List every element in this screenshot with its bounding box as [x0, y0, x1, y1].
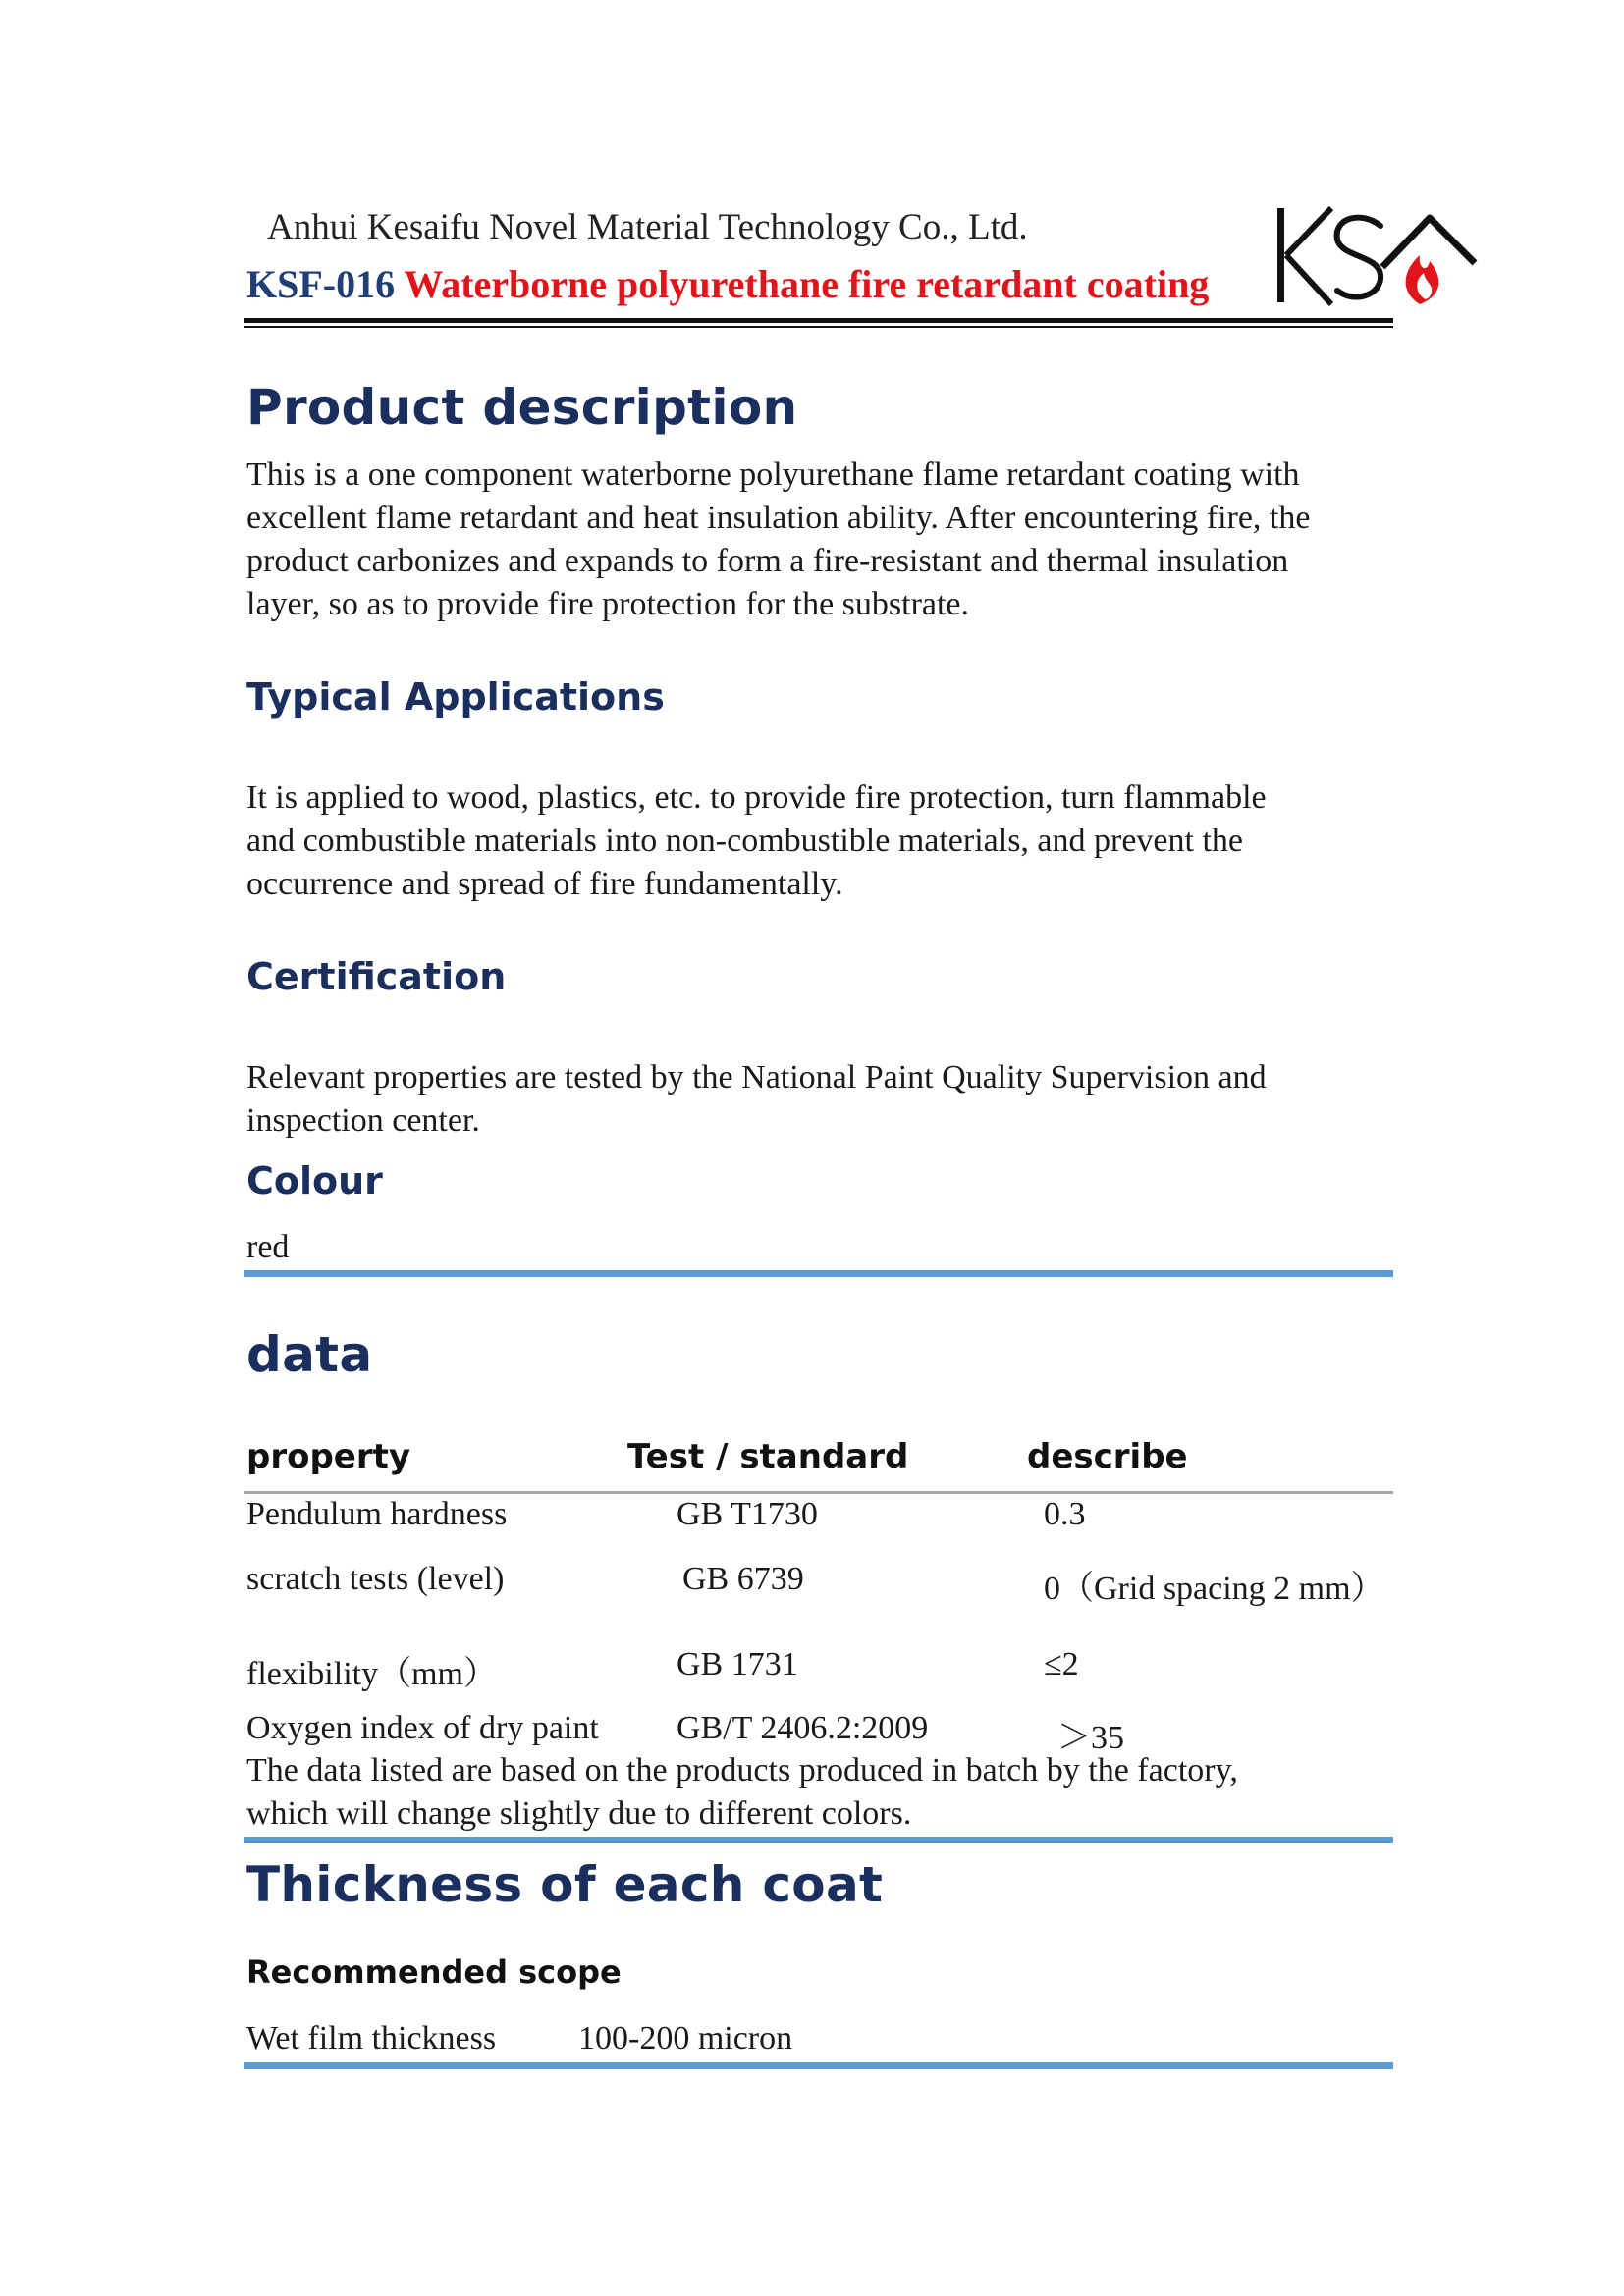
table-header-rule: [244, 1491, 1393, 1494]
cell-describe: 0（Grid spacing 2 mm）: [1044, 1571, 1384, 1607]
text-line: excellent flame retardant and heat insulation ability. After encountering fire, the: [246, 500, 1311, 536]
cell-standard: GB 1731: [677, 1646, 798, 1682]
section-divider: [244, 2062, 1393, 2069]
subheading-recommended-scope: Recommended scope: [246, 1953, 622, 1991]
column-header-property: property: [246, 1437, 411, 1476]
colour-value: red: [246, 1229, 290, 1265]
column-header-describe: describe: [1027, 1437, 1188, 1476]
text-line: inspection center.: [246, 1102, 480, 1139]
company-logo-icon: [1272, 196, 1489, 314]
text-line: Relevant properties are tested by the National Paint Quality Supervision and: [246, 1059, 1267, 1095]
heading-typical-applications: Typical Applications: [246, 675, 665, 719]
heading-data: data: [246, 1326, 373, 1383]
certification-text: [246, 1056, 1390, 1143]
cell-property: flexibility（mm）: [246, 1656, 497, 1692]
heading-thickness: Thickness of each coat: [246, 1856, 884, 1913]
header-divider: [244, 318, 1393, 323]
heading-product-description: Product description: [246, 379, 798, 436]
cell-property: Pendulum hardness: [246, 1496, 508, 1532]
text-line: It is applied to wood, plastics, etc. to provide fire protection, turn flammable: [246, 779, 1267, 816]
product-name: Waterborne polyurethane fire retardant coating: [404, 262, 1210, 306]
cell-standard: GB/T 2406.2:2009: [677, 1710, 929, 1746]
column-header-standard: Test / standard: [627, 1437, 909, 1476]
section-divider: [244, 1837, 1393, 1843]
text-line: product carbonizes and expands to form a fire-resistant and thermal insulation: [246, 543, 1289, 579]
header-divider-thin: [244, 326, 1393, 328]
product-description-text: [246, 454, 1390, 626]
wet-film-value: 100-200 micron: [578, 2020, 793, 2056]
section-divider: [244, 1270, 1393, 1277]
product-code: KSF-016: [246, 262, 396, 306]
heading-colour: Colour: [246, 1159, 383, 1202]
cell-describe: 0.3: [1044, 1496, 1086, 1532]
cell-standard: GB T1730: [677, 1496, 818, 1532]
company-name: Anhui Kesaifu Novel Material Technology Co., Ltd.: [267, 207, 1028, 247]
cell-property: scratch tests (level): [246, 1561, 505, 1597]
cell-describe: ≤2: [1044, 1646, 1079, 1682]
text-line: layer, so as to provide fire protection for the substrate.: [246, 586, 970, 622]
document-page: [246, 0, 1392, 2296]
text-line: which will change slightly due to different colors.: [246, 1795, 912, 1832]
wet-film-label: Wet film thickness: [246, 2020, 497, 2056]
cell-standard: GB 6739: [682, 1561, 804, 1597]
heading-certification: Certification: [246, 955, 507, 998]
text-line: and combustible materials into non-combustible materials, and prevent the: [246, 823, 1244, 859]
text-line: This is a one component waterborne polyurethane flame retardant coating with: [246, 456, 1300, 493]
text-line: The data listed are based on the products produced in batch by the factory,: [246, 1752, 1238, 1789]
product-title: [246, 261, 1209, 307]
text-line: occurrence and spread of fire fundamentally.: [246, 866, 843, 902]
typical-applications-text: [246, 776, 1390, 906]
cell-describe: ＞35: [1057, 1720, 1124, 1756]
data-note: [246, 1749, 1390, 1836]
cell-property: Oxygen index of dry paint: [246, 1710, 599, 1746]
